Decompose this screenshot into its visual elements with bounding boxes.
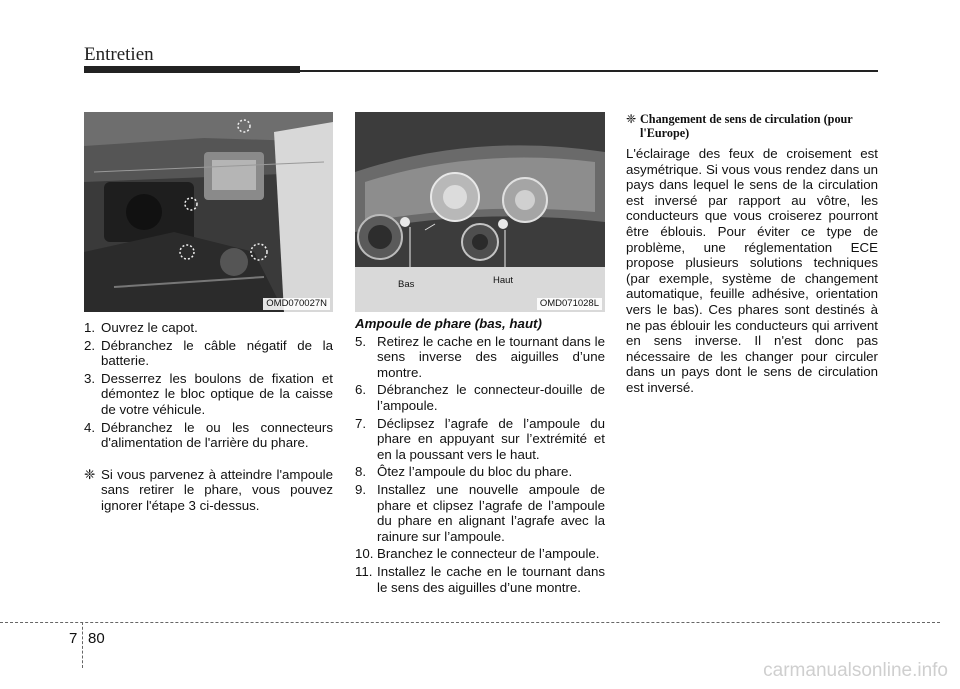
list-item: 4. Débranchez le ou les connecteurs d'alimentation de l'arrière du phare.	[84, 419, 333, 451]
footer-rule	[0, 622, 940, 623]
photo-code: OMD070027N	[263, 298, 330, 310]
section-heading: Ampoule de phare (bas, haut)	[355, 316, 542, 331]
note-mark-icon: ❈	[626, 112, 637, 126]
note-mark-icon: ❈	[84, 466, 96, 482]
page-header-title: Entretien	[84, 44, 154, 65]
callout-high-beam: Haut	[493, 275, 514, 286]
list-item: 11. Installez le cache en le tournant dans le sens des aiguilles d’une montre.	[355, 563, 605, 595]
engine-bay-photo	[84, 112, 333, 312]
headlamp-diagram	[355, 112, 605, 312]
list-item: 10. Branchez le connecteur de l’ampoule.	[355, 546, 600, 562]
steps-list-2	[355, 334, 605, 596]
photo-code: OMD071028L	[537, 298, 602, 310]
list-item: 8. Ôtez l’ampoule du bloc du phare.	[355, 464, 573, 480]
column-left	[84, 112, 333, 514]
column-middle	[355, 112, 605, 597]
traffic-change-title: ❈ Changement de sens de circulation (pour l'Europe)	[626, 112, 853, 140]
chapter-number: 7	[69, 630, 78, 647]
list-item: 2. Débranchez le câble négatif de la batterie.	[84, 337, 333, 369]
list-item: 9. Installez une nouvelle ampoule de phare et clipsez l’agrafe de l’ampoule du phare en alignant l’agrafe avec la rainure sur l’ampoule.	[355, 481, 605, 544]
column-right	[626, 112, 878, 396]
header-rule-thin	[300, 70, 878, 72]
headlamp-illustration	[355, 112, 605, 312]
list-item: 5. Retirez le cache en le tournant dans le sens inverse des aiguilles d’une montre.	[355, 333, 605, 380]
list-item: 7. Déclipsez l’agrafe de l’ampoule du phare en appuyant sur l’extrémité et en la poussant vers le haut.	[355, 415, 605, 462]
footer-divider	[82, 622, 83, 668]
page-number: 80	[88, 630, 105, 647]
header-rule-thick	[84, 66, 300, 73]
steps-list-1	[84, 320, 333, 451]
watermark: carmanualsonline.info	[763, 660, 948, 681]
list-item: 1. Ouvrez le capot.	[84, 320, 198, 335]
traffic-change-paragraph: L'éclairage des feux de croisement est asymétrique. Si vous vous rendez dans un pays dans lequel le sens de la circulation est inversé par rapport au vôtre, les conducteurs que vous croiserez pourront être éblouis. Pour éviter ce type de problème, une réglementation ECE propose plusieurs solutions techniques (par exemple, système de changement automatique, feuille adhésive, orientation vers le bas). Ces phares sont destinés à ne pas éblouir les conducteurs qui arrivent en sens inverse. Il n'est donc pas nécessaire de les changer pour circuler dans un pays dont le sens de circulation est inversé.	[626, 146, 878, 395]
list-item: 6. Débranchez le connecteur-douille de l’ampoule.	[355, 382, 605, 413]
list-item: 3. Desserrez les boulons de fixation et démontez le bloc optique de la caisse de votre véhicule.	[84, 370, 333, 417]
engine-bay-illustration	[84, 112, 333, 312]
callout-low-beam: Bas	[398, 279, 415, 290]
note-text: Si vous parvenez à atteindre l'ampoule sans retirer le phare, vous pouvez ignorer l'étape 3 ci-dessus.	[101, 466, 333, 513]
note	[84, 467, 333, 514]
